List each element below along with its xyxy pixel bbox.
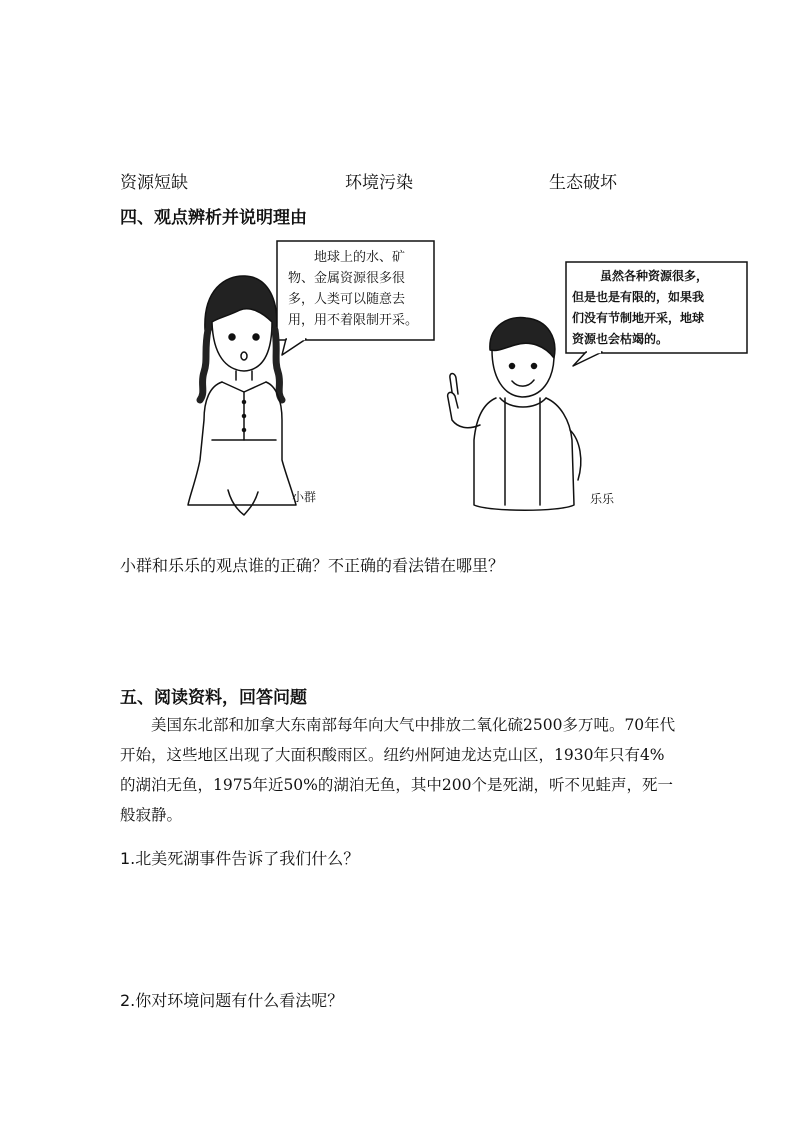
- reading-passage: 美国东北部和加拿大东南部每年向大气中排放二氧化硫2500多万吨。70年代开始，这些地区出现了大面积酸雨区。纽约州阿迪龙达克山区，1930年只有4%的湖泊无鱼，1975年近50%的湖泊无鱼，其中200个是死湖，听不见蛙声，死一般寂静。: [120, 716, 676, 824]
- boy-speech-line: 但是也是有限的，如果我: [572, 290, 705, 304]
- boy-speech-line: 们没有节制地开采，地球: [572, 311, 705, 325]
- boy-figure: [448, 317, 581, 510]
- boy-speech-line: 虽然各种资源很多，: [600, 269, 709, 283]
- girl-name-caption: 小群: [292, 490, 317, 504]
- question-2: 2.你对环境问题有什么看法呢？: [120, 991, 344, 1010]
- option-environment-pollution: 环境污染: [345, 173, 413, 193]
- boy-name-caption: 乐乐: [590, 492, 615, 506]
- option-resource-shortage: 资源短缺: [120, 173, 188, 193]
- section4-question: 小群和乐乐的观点谁的正确？不正确的看法错在哪里？: [120, 556, 505, 575]
- girl-speech-line: 地球上的水、矿: [314, 250, 406, 265]
- girl-speech-text: [288, 247, 428, 331]
- girl-speech-line: 用，用不着限制开采。: [288, 313, 419, 328]
- boy-speech-line: 资源也会枯竭的。: [572, 332, 669, 346]
- girl-speech-line: 物、金属资源很多很: [288, 271, 406, 286]
- section4-title: 四、观点辨析并说明理由: [120, 208, 307, 228]
- girl-speech-line: 多，人类可以随意去: [288, 292, 406, 307]
- boy-speech-text: [572, 266, 744, 350]
- option-ecological-damage: 生态破坏: [549, 173, 617, 193]
- section5-title: 五、阅读资料，回答问题: [120, 688, 307, 708]
- question-1: 1.北美死湖事件告诉了我们什么？: [120, 849, 360, 868]
